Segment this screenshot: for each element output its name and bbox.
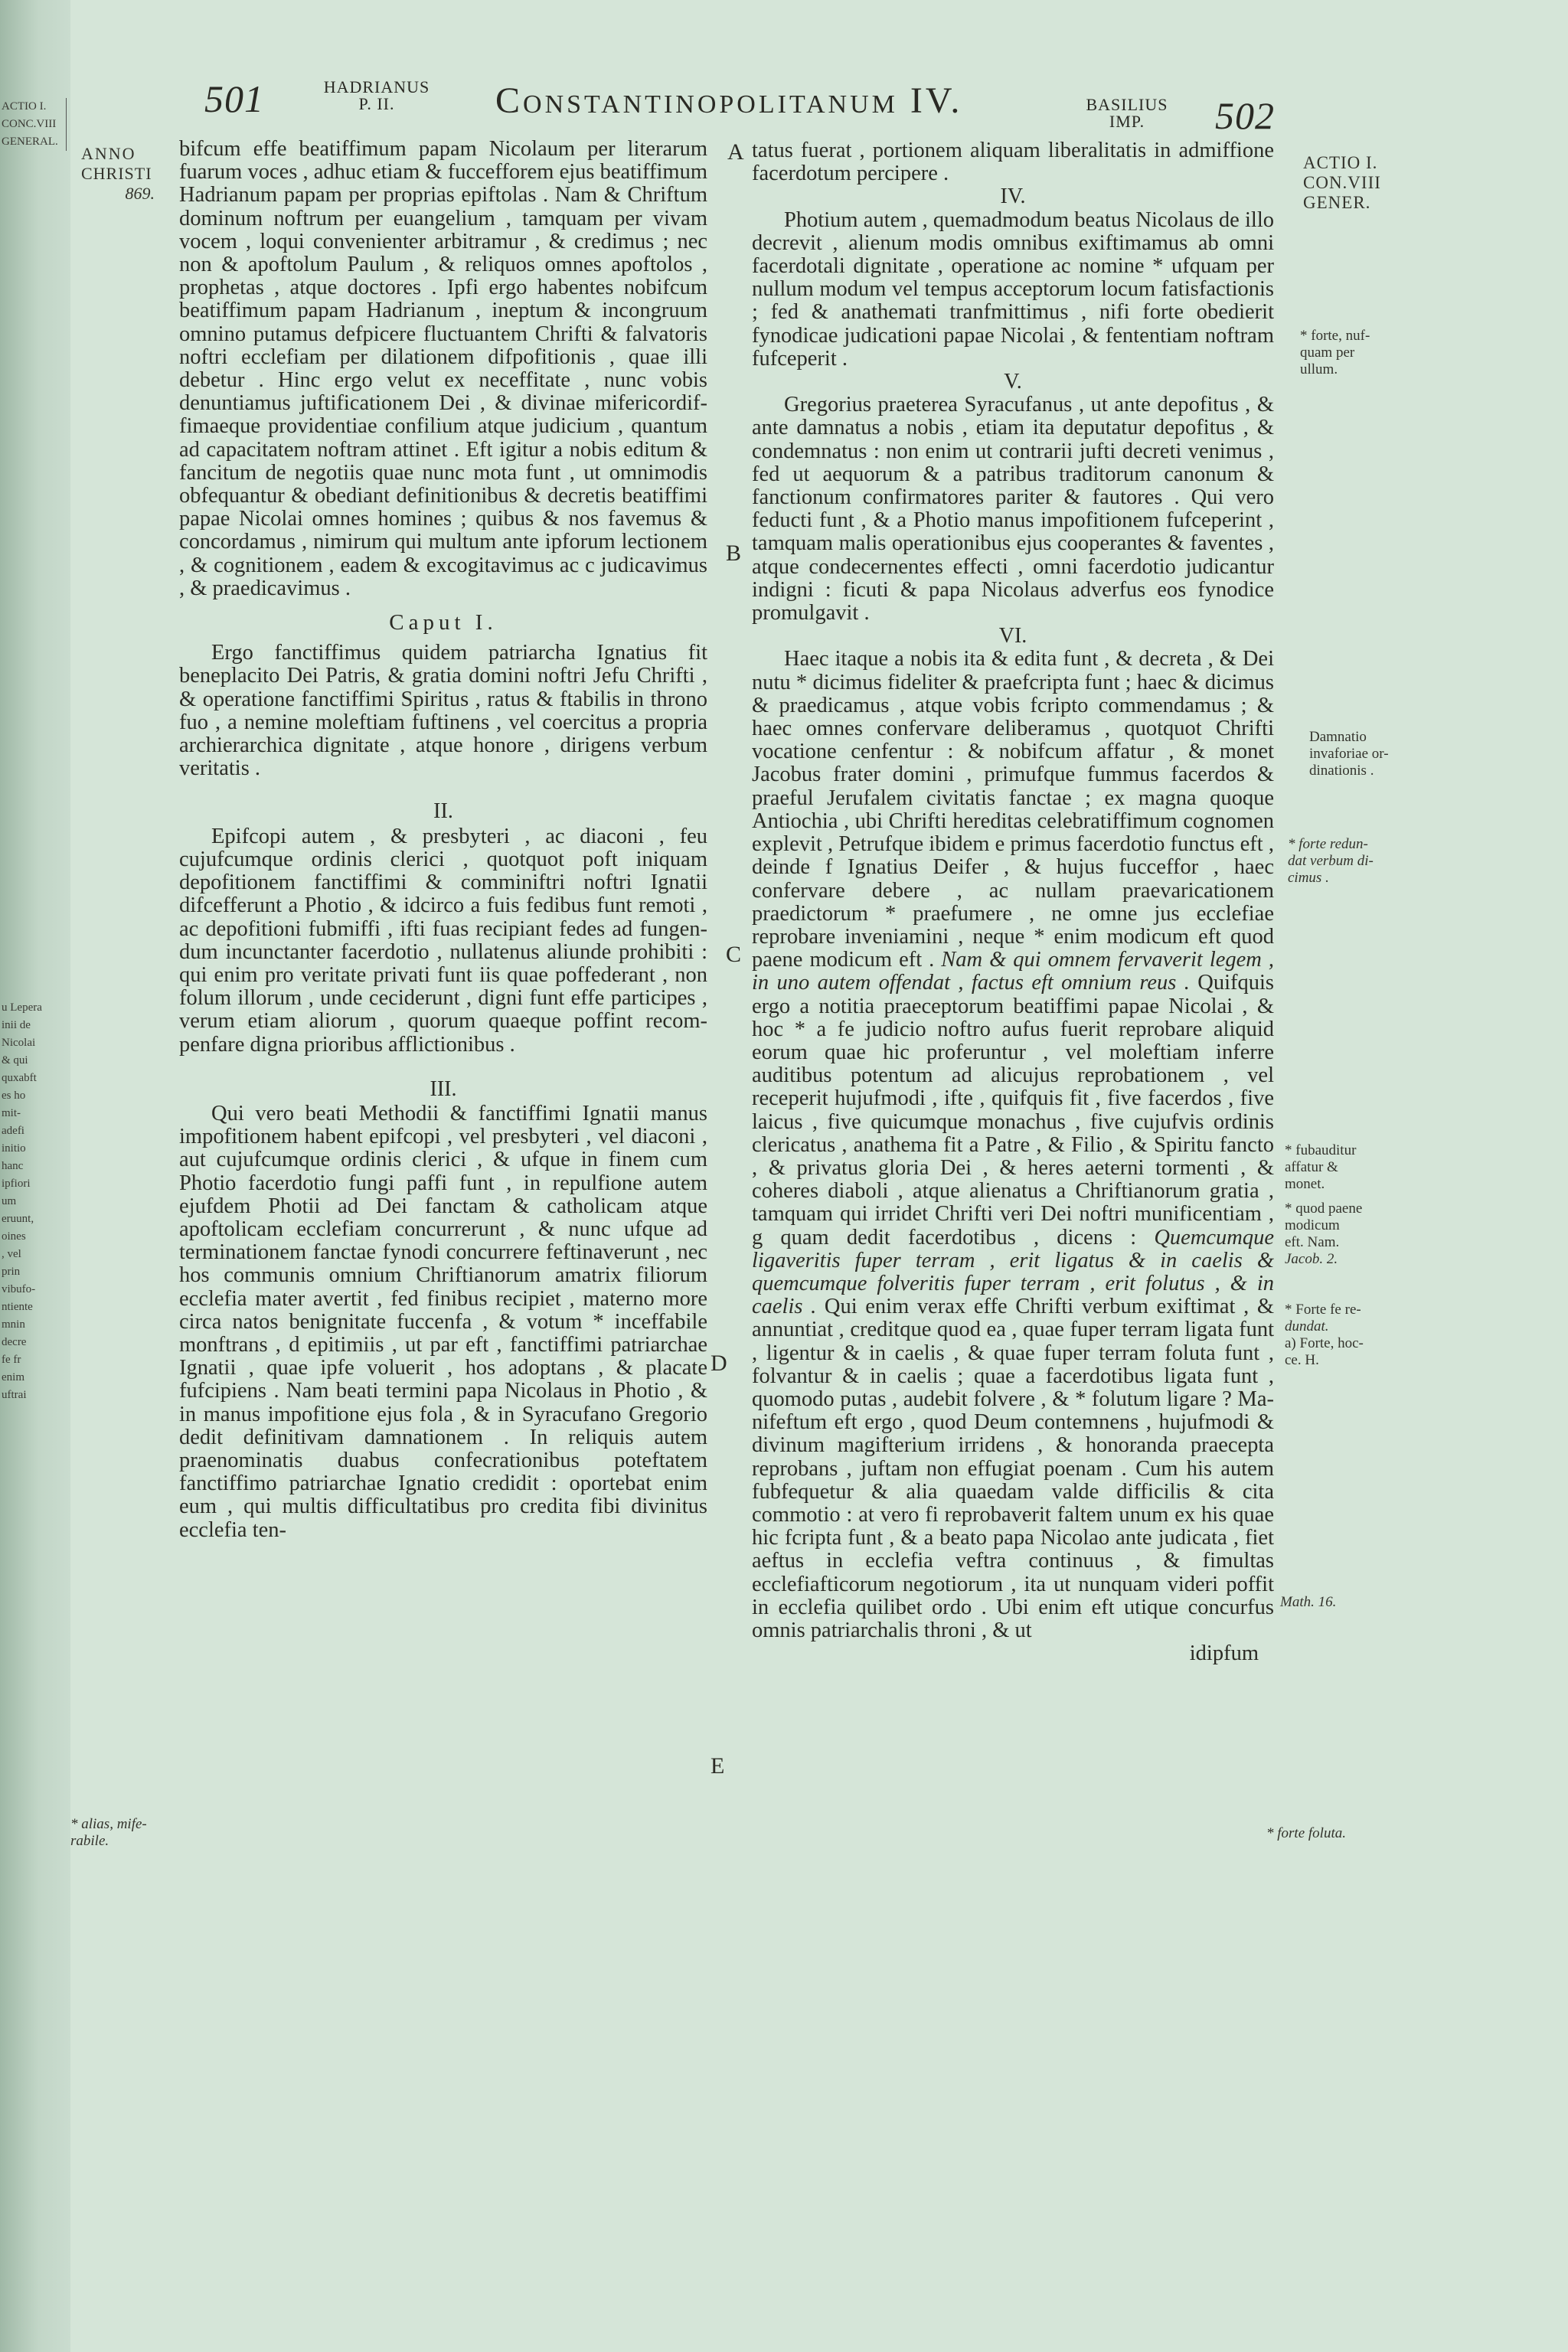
gutter-fragment-line: vibufo- xyxy=(2,1283,36,1295)
margin-note xyxy=(1285,1142,1392,1193)
gutter-fragment-line: prin xyxy=(2,1266,21,1278)
margin-note xyxy=(1288,836,1395,887)
running-head-line: BASILIUS xyxy=(1086,95,1168,114)
gutter-fragment-line: decre xyxy=(2,1336,27,1348)
page-title: Constantinopolitanum IV. xyxy=(495,80,963,121)
left-running-head xyxy=(319,79,434,113)
scripture-quote: Quemcumque ligaveritis fuper terram , erit ligatus & in caelis & quemcumque folveritis fuper terram , erit folutus , & in caelis . xyxy=(752,1225,1275,1319)
year-label-line: CHRISTI xyxy=(81,164,152,183)
margin-note-scripture-ref: Math. 16. xyxy=(1280,1594,1337,1610)
gutter-line: CONC.VIII xyxy=(2,118,57,130)
gutter-fragment-line: eruunt, xyxy=(2,1213,34,1225)
paragraph: Ergo fanctiffimus quidem patriarcha Ignatius fit beneplacito Dei Patris, & gratia domini noftri Jefu Chrifti , & operatione fanctiffimi Spiritus , ratus & ftabilis in throno fuo , a nemine moleftiam fuftinens , vel coercitus a propria archierarchica dignitate , atque honore , dirigens verbum veritatis . xyxy=(179,641,707,781)
section-letter: B xyxy=(726,541,742,566)
text-run: Haec itaque a nobis ita & edita funt , & decreta , & Dei nutu * dicimus fideliter & praefcripta funt ; haec & dicimus & praedicamus , atque vobis fcripto commendamus ; & haec omnes confervare deliberamus , quotquot Chrifti vocatione cenfentur : & nobifcum affatur , & monet Jacobus frater domini , primufque fummus facerdos & praeful Jerufalem civitatis fanctae ; ex magna quoque Antiochia , ubi Chrifti hereditas celebratiffimum cognomen explevit , Petrufque ibidem e primus facerdotio functus eft , deinde f Ignatius Deifer , & hujus fucceffor , haec confervare debere , ac nullam praevaricationem praedictorum * praefumere , ne omne jus ecclefiae reprobare inveniamini , neque * enim modicum eft quod paene modicum eft . xyxy=(752,647,1274,972)
margin-note-line: eft. Nam. xyxy=(1285,1234,1340,1250)
gutter-fragment-line: fe fr xyxy=(2,1354,21,1366)
year-label-line: 869. xyxy=(125,184,155,203)
text-run: Qui enim verax effe Chrifti verbum exiftimat , & annuntiat , creditque quod ea , quae fuper terram ligata funt , ligentur & in caelis , & quae fuper terram foluta funt , folvantur & in caelis ; quae a facerdotibus ligata funt , quomodo putas , audebit folvere , & * folutum ligare ? Manifeftum eft ergo , quod Deum contemnens , hujufmodi & divinum magifterium irridens , & honoranda praecepta reprobans , juftam non effugiat poenam . Cum his autem fubfequetur & alia quaedam valde difficilis & cita commotio : at vero fi reprobaverit faltem unum ex his quae hic fcripta funt , & a beato papa Nicolao ante judicata , fiet aeftus in ecclefia veftra continuus , & fimultas ecclefiafticorum negotiorum , ita ut nunquam videri poffit in ecclefia quilibet ordo . Ubi enim eft utique concurfus omnis patriarchalis throni , & ut xyxy=(752,1295,1274,1642)
margin-note-line: * forte redun- xyxy=(1288,836,1368,852)
section-number: VI. xyxy=(998,624,1027,648)
gutter-line: GENERAL. xyxy=(2,136,58,148)
gutter-fragment-line: adefi xyxy=(2,1125,24,1137)
margin-note-line: invaforiae or- xyxy=(1309,746,1389,762)
margin-note-line: Damnatio xyxy=(1309,729,1367,745)
margin-note-line: quam per xyxy=(1300,345,1355,361)
section-letter: D xyxy=(710,1351,727,1376)
gutter-fragment-line: hanc xyxy=(2,1160,24,1172)
gutter-fragment-line: inii de xyxy=(2,1019,31,1031)
gutter-fragment-line: u Lepera xyxy=(2,1001,42,1014)
right-text-column xyxy=(752,139,1274,1665)
margin-note-line: dinationis . xyxy=(1309,763,1374,779)
gutter-fragment-line: mit- xyxy=(2,1107,21,1119)
margin-note-line: monet. xyxy=(1285,1176,1325,1192)
gutter-fragment-line: & qui xyxy=(2,1054,28,1067)
actio-line: ACTIO I. xyxy=(1303,153,1378,172)
right-page-number: 502 xyxy=(1215,94,1275,137)
binding-gutter xyxy=(0,0,70,2352)
margin-note-line: * alias, mife- xyxy=(70,1816,147,1832)
gutter-fragment-line: mnin xyxy=(2,1318,25,1331)
paragraph: Photium autem , quemadmodum beatus Nicolaus de illo decrevit , alienum modis omnibus exiftimamus ab omni facerdotali dignitate , operatione ac nomine * ufquam per nullum modum vel tempus acceptorum locum fatisfactionis ; fed & anathemati tranfmittimus , nifi forte obedierit fynodicae judicationi papae Nicolai , & fententiam noftram fufceperit . xyxy=(752,207,1274,371)
gutter-fragment-line: uftrai xyxy=(2,1389,27,1401)
margin-note-line: affatur & xyxy=(1285,1159,1338,1175)
paragraph: tatus fuerat , portionem aliquam liberalitatis in admiffione facerdotum percipere . xyxy=(752,139,1274,186)
running-head-line: P. II. xyxy=(358,94,395,113)
margin-note-line: modicum xyxy=(1285,1217,1340,1233)
margin-note xyxy=(1309,729,1409,779)
gutter-fragment-line: enim xyxy=(2,1371,24,1383)
margin-note-line: a) Forte, hoc- xyxy=(1285,1335,1364,1351)
paragraph: Epifcopi autem , & presbyteri , ac diaconi , feu cujufcumque ordinis clerici , quotquot poft iniquam depofitionem fanctiffimi & comminiftri noftri Ignatii difcefferunt a Photio , & idcirco a fuis fedibus funt remoti , ac depofitioni fubmiffi , ifti fuas recipiant fedes ad fungendum incunctanter facerdotio , nullatenus aliunde prohibiti : qui enim pro veritate privati funt iis quae poffederant , non folum illorum , unde ceciderunt , digni funt effe participes , verum etiam aliorum , quorum quaeque poffint recompenfare digna prioribus afflictionibus . xyxy=(179,824,707,1057)
paragraph xyxy=(752,648,1274,1642)
year-label xyxy=(81,144,164,204)
gutter-fragment-line: quxabft xyxy=(2,1072,37,1084)
margin-note xyxy=(1285,1200,1392,1268)
chapter-heading: Caput I. xyxy=(389,610,498,635)
section-number: IV. xyxy=(1000,185,1026,209)
gutter-fragment-line: es ho xyxy=(2,1089,26,1102)
margin-note-line: dat verbum di- xyxy=(1288,853,1374,869)
left-text-column xyxy=(179,138,707,1542)
gutter-line: ACTIO I. xyxy=(2,100,47,113)
section-number: III. xyxy=(430,1076,457,1101)
margin-note: * forte foluta. xyxy=(1266,1825,1346,1841)
margin-note-line: * fubauditur xyxy=(1285,1142,1357,1158)
gutter-fragment-line: ipfiori xyxy=(2,1178,31,1190)
gutter-fragment-line: oines xyxy=(2,1230,26,1243)
margin-note-alias xyxy=(70,1816,162,1850)
left-page-number: 501 xyxy=(204,77,264,120)
actio-line: CON.VIII xyxy=(1303,173,1381,192)
actio-line: GENER. xyxy=(1303,193,1371,212)
margin-note-line: * Forte fe re- xyxy=(1285,1302,1361,1318)
margin-note-line: rabile. xyxy=(70,1833,109,1849)
margin-note-line: * quod paene xyxy=(1285,1200,1363,1217)
paragraph: Qui vero beati Methodii & fanctiffimi Ignatii manus impofitionem habent epifcopi , vel presbyteri , vel diaconi , aut cujufcumque ordinis clerici , & ufque in finem cum Photio facerdotio fungi paffi funt , in repulfione autem ejufdem Photii ad Dei fanctam & catholicam atque apoftolicam ecclefiam concurrerunt , & nunc ufque ad terminationem fanctae fynodi concurrere feftinaverunt , nec hos communis omnium Chriftianorum amatrix filiorum ecclefia mater avertit , fed finibus recipiet , materno more circa natos benignitate fuccenfa , & votum * inceffabile monftrans , d epitimiis , ut par eft , fanctiffimi patriarchae Ignatii , quae ipfe voluerit , hos adoptans , & placate fufcipiens . Nam beati termini papa Nicolaus in Photio , & in manus impofitione ejus fola , & in Syracufano Gregorio dedit definitivam damnationem . In reliquis autem praenominatis duabus confecrationibus poteftatem fanctiffimo patriarchae Ignatio credidit : oportebat enim eum , qui multis difficultatibus pro credita fibi divinitus ecclefia ten- xyxy=(179,1101,707,1542)
section-number: II. xyxy=(433,799,453,824)
gutter-fragment-line: um xyxy=(2,1195,17,1207)
running-head-line: HADRIANUS xyxy=(323,77,430,96)
book-page xyxy=(70,0,1568,2352)
gutter-actio-label xyxy=(2,98,67,151)
gutter-fragment-line: initio xyxy=(2,1142,26,1155)
gutter-fragment-text xyxy=(2,999,66,1404)
margin-note-line: cimus . xyxy=(1288,870,1329,886)
running-head-line: IMP. xyxy=(1109,112,1145,131)
text-run: Quifquis ergo a notitia praeceptorum beatiffimi papae Nicolai , & hoc * a fe judicio noftro aufus fuerit reprobare aliquid eorum quae hic proferuntur , vel moleftiam inferre auditibus potentum ad alicujus reprobationem , vel receperit hujufmodi , ifte , quifquis fit , five facerdos , five laicus , five quicumque monachus , five cujufvis ordinis clericatus , anathema fit a Patre , & Filio , & Spiritu fancto , & privatus gloria Dei , & heres aeterni tormenti , & coheres diaboli , atque alienatus a Chriftianorum gratia , tamquam qui irridet Chrifti veri Dei noftri munificentiam , g quam dedit facerdotibus , dicens : xyxy=(752,971,1274,1250)
margin-note-line: ce. H. xyxy=(1285,1352,1319,1368)
section-letter: C xyxy=(726,942,742,967)
paragraph: Gregorius praeterea Syracufanus , ut ante depofitus , & ante damnatus a nobis , etiam ita deputatur depofitus , & condemnatus : non enim ut contrarii jufti decreti venimus , fed ut aequorum & a patribus traditorum canonum & fanctionum confirmatores pariter & fautores . Qui vero feducti funt , & a Photio manus impofitionem fufceperint , tamquam malis operationibus ejus cooperantes & faventes , atque condecernentes effecti , omni facerdotio judicantur indigni : ficuti & papa Nicolaus adverfus eos fynodice promulgavit . xyxy=(752,393,1274,626)
scripture-quote: Nam & qui omnem fervaverit legem , in uno autem offendat , factus eft omnium reus . xyxy=(752,948,1274,995)
margin-note-line: Jacob. 2. xyxy=(1285,1251,1338,1267)
margin-note xyxy=(1300,328,1400,378)
paragraph: bifcum effe beatiffimum papam Nicolaum per literarum fuarum voces , adhuc etiam & fuccefforem ejus beatiffimum Hadrianum papam per proprias epiftolas . Nam & Chriftum dominum noftrum per euangelium , tamquam per vivam vocem , loqui convenienter arbitramur , & credimus ; nec non & apoftolum Paulum , & reliquos omnes apoftolos , prophetas , atque doctores . Ipfi ergo habentes nobifcum beatiffimum papam Hadrianum , ineptum & incongruum omnino putamus defpicere fluctuantem Chrifti & falvatoris noftri ecclefiam per dilationem difpofitionis , quae illi debetur . Hinc ergo velut ex neceffitate , nunc vobis denuntiamus juftificationem Dei , & divinae mifericordiffimaeque providentiae confilium atque judicium , quantum ad capacitatem noftram attinet . Eft igitur a nobis editum & fancitum de negotiis quae nunc mota funt , ut omnimodis obfequantur & obediant definitionibus & decretis beatiffimi papae Nicolai omnes homines ; quibus & nos favemus & concordamus , nimirum qui multum ante ipforum lectionem , & cognitionem , eadem & excogitavimus ac c judicavimus , & praedicavimus . xyxy=(179,137,707,600)
margin-note-line: * forte, nuf- xyxy=(1300,328,1370,344)
margin-note-line: dundat. xyxy=(1285,1318,1329,1334)
section-letter: A xyxy=(727,139,744,165)
margin-note xyxy=(1285,1302,1400,1369)
gutter-fragment-line: Nicolai xyxy=(2,1037,36,1049)
gutter-fragment-line: ntiente xyxy=(2,1301,33,1313)
catchword: idipfum xyxy=(1189,1642,1259,1666)
actio-label xyxy=(1303,153,1403,213)
margin-note-line: ullum. xyxy=(1300,361,1338,377)
right-running-head xyxy=(1077,96,1177,130)
year-label-line: ANNO xyxy=(81,144,136,163)
gutter-fragment-line: , vel xyxy=(2,1248,21,1260)
section-letter: E xyxy=(710,1753,725,1779)
section-number: V. xyxy=(1004,370,1022,394)
